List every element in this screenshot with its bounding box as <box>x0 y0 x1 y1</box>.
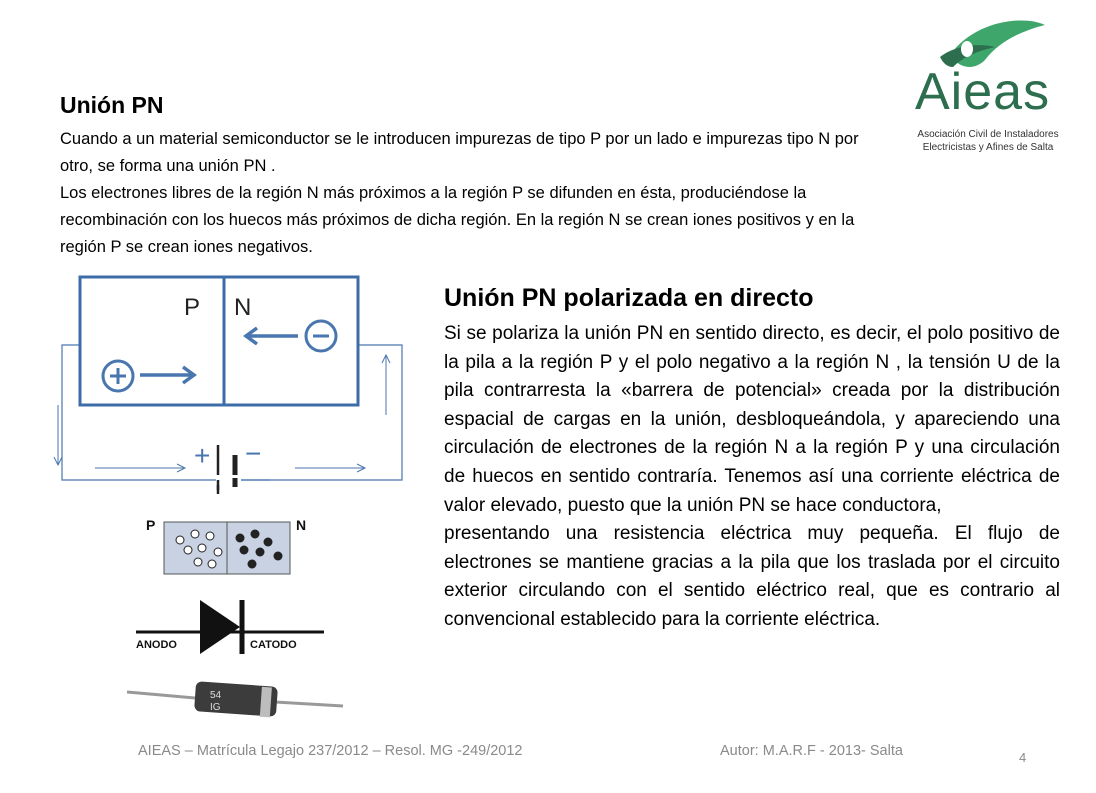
logo-subtitle-line-2: Electricistas y Afines de Salta <box>922 142 1054 153</box>
diode-cathode-band <box>260 687 272 718</box>
page-number: 4 <box>1019 750 1027 765</box>
intro-text <box>60 126 880 261</box>
logo-subtitle <box>903 128 1073 154</box>
pn-circuit-diagram <box>40 265 420 505</box>
region-n-label: N <box>234 294 252 321</box>
section-title-forward-bias: Unión PN polarizada en directo <box>444 284 814 312</box>
forward-bias-paragraph-2: presentando una resistencia eléctrica muy pequeña. El flujo de electrones se mantiene gracias a la pila que los traslada por el circuito exterior circulando con el sentido eléctrico real, que es contrario al convencional establecido para la corriente eléctrica. <box>444 523 1060 630</box>
diode-left-lead <box>127 692 195 698</box>
logo-subtitle-line-1: Asociación Civil de Instaladores <box>917 129 1059 140</box>
footer-registration: AIEAS – Matrícula Legajo 237/2012 – Resol. MG -249/2012 <box>138 743 523 759</box>
logo-wordmark: Aieas <box>915 63 1051 121</box>
forward-bias-paragraph-1: Si se polariza la unión PN en sentido directo, es decir, el polo positivo de la pila a la región P y el polo negativo a la región N , la tensión U de la pila contrarresta la «barrera de potencial» creada por la distribución espacial de cargas en la unión, desbloqueándola, y apareciendo una circulación de electrones de la región N a la región P y una circulación de huecos en sentido contraría. Tenemos así una corriente eléctrica de valor elevado, puesto que la unión PN se hace conductora, <box>444 323 1060 516</box>
battery-plus-sign: + <box>194 440 211 471</box>
forward-bias-text <box>444 320 1060 635</box>
cathode-label: CATODO <box>250 639 297 651</box>
battery-minus-sign: − <box>245 438 262 469</box>
illustration-p-label: P <box>146 517 156 533</box>
footer-author: Autor: M.A.R.F - 2013- Salta <box>720 743 903 759</box>
intro-paragraph-1: Cuando a un material semiconductor se le introducen impurezas de tipo P por un lado e impurezas tipo N por otro, se forma una unión PN . <box>60 130 859 175</box>
diode-right-lead <box>275 702 343 706</box>
intro-paragraph-2: Los electrones libres de la región N más próximos a la región P se difunden en ésta, produciéndose la recombinación con los huecos más próximos de dicha región. En la región N se crean iones positivos y en la región P se crean iones negativos. <box>60 184 855 256</box>
illustration-n-label: N <box>296 517 307 533</box>
diode-symbol <box>130 592 330 657</box>
section-title-union-pn: Unión PN <box>60 92 164 118</box>
diode-marking-1: 54 <box>210 690 222 701</box>
region-p-label: P <box>184 294 201 321</box>
diode-marking-2: IG <box>210 702 221 713</box>
anode-label: ANODO <box>136 639 177 651</box>
diode-triangle <box>200 600 240 654</box>
pn-junction-box <box>80 277 358 405</box>
pn-charge-illustration <box>140 512 320 582</box>
physical-diode-image <box>125 672 345 722</box>
